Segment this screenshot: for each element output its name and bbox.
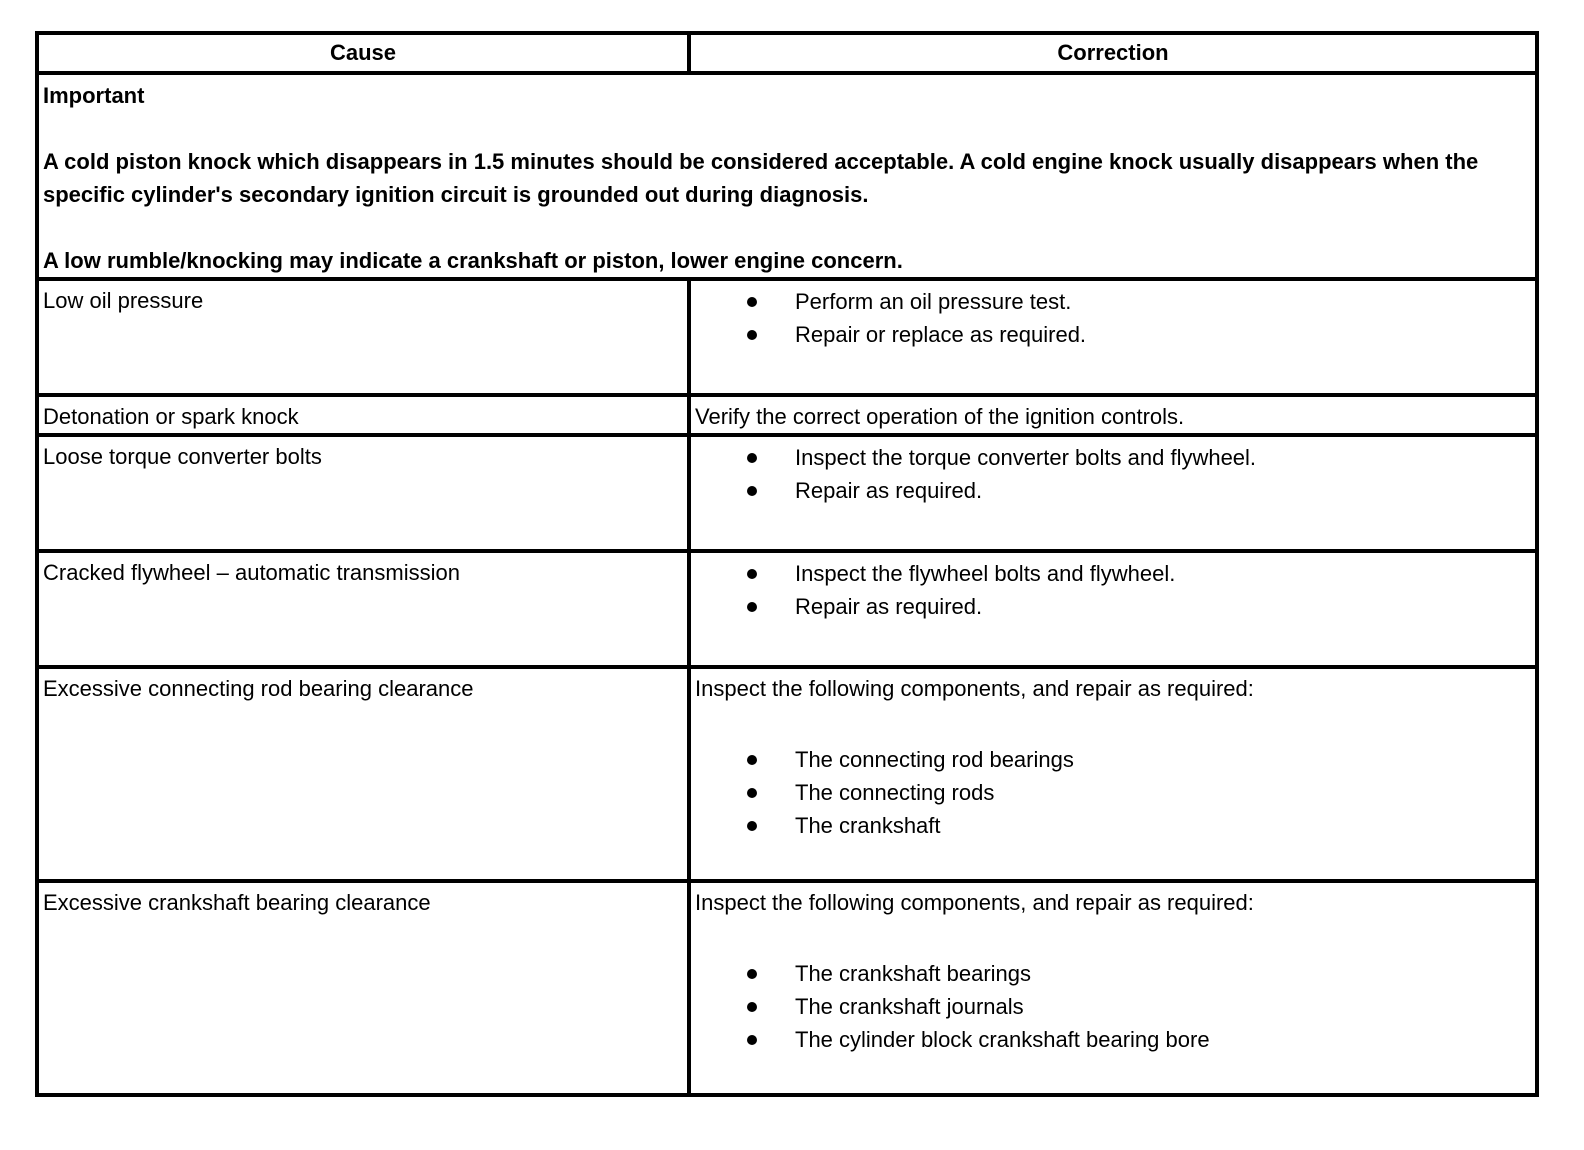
- list-item: The crankshaft bearings: [691, 957, 1535, 990]
- bullet-icon: [747, 788, 757, 798]
- cause-cell: [37, 551, 689, 667]
- bullet-icon: [747, 453, 757, 463]
- diagnosis-table: [35, 31, 1539, 1097]
- cause-cell: [37, 279, 689, 395]
- bullet-icon: [747, 486, 757, 496]
- table-row: [37, 279, 1537, 395]
- list-item: Repair or replace as required.: [691, 318, 1535, 351]
- list-item: Repair as required.: [691, 590, 1535, 623]
- cause-text: Excessive crankshaft bearing clearance: [43, 890, 431, 915]
- correction-column-header: Correction: [689, 33, 1537, 73]
- bullet-icon: [747, 755, 757, 765]
- correction-text: Verify the correct operation of the ignition controls.: [695, 404, 1185, 429]
- correction-cell: [689, 667, 1537, 881]
- bullet-icon: [747, 297, 757, 307]
- list-item: Repair as required.: [691, 474, 1535, 507]
- important-paragraph-1: A cold piston knock which disappears in 1.5 minutes should be considered acceptable. A cold engine knock usually disappears when the specific cylinder's secondary ignition circuit is grounded out during diagnosis.: [43, 149, 1479, 207]
- cause-text: Loose torque converter bolts: [43, 444, 322, 469]
- list-item: Inspect the torque converter bolts and flywheel.: [691, 441, 1535, 474]
- list-item: Inspect the flywheel bolts and flywheel.: [691, 557, 1535, 590]
- correction-bullet-list: [691, 437, 1535, 507]
- cause-cell: [37, 881, 689, 1095]
- table-row: [37, 881, 1537, 1095]
- correction-intro: Inspect the following components, and repair as required:: [695, 890, 1254, 915]
- table-row: [37, 395, 1537, 435]
- list-item: The connecting rods: [691, 776, 1535, 809]
- correction-cell: [689, 435, 1537, 551]
- correction-bullet-list: [691, 957, 1535, 1056]
- bullet-icon: [747, 330, 757, 340]
- bullet-icon: [747, 1035, 757, 1045]
- correction-cell: [689, 551, 1537, 667]
- cause-cell: [37, 435, 689, 551]
- correction-cell: [689, 395, 1537, 435]
- table-row: [37, 667, 1537, 881]
- bullet-icon: [747, 969, 757, 979]
- correction-intro: Inspect the following components, and repair as required:: [695, 676, 1254, 701]
- correction-bullet-list: [691, 743, 1535, 842]
- table-row: [37, 435, 1537, 551]
- cause-text: Cracked flywheel – automatic transmission: [43, 560, 460, 585]
- bullet-icon: [747, 1002, 757, 1012]
- bullet-icon: [747, 602, 757, 612]
- correction-cell: [689, 279, 1537, 395]
- important-title: Important: [43, 83, 145, 108]
- cause-text: Excessive connecting rod bearing clearance: [43, 676, 474, 701]
- list-item: The crankshaft: [691, 809, 1535, 842]
- list-item: The cylinder block crankshaft bearing bore: [691, 1023, 1535, 1056]
- important-paragraph-2: A low rumble/knocking may indicate a crankshaft or piston, lower engine concern.: [43, 248, 903, 273]
- correction-cell: [689, 881, 1537, 1095]
- cause-column-header: Cause: [37, 33, 689, 73]
- header-row: [37, 33, 1537, 73]
- correction-bullet-list: [691, 281, 1535, 351]
- cause-cell: [37, 395, 689, 435]
- cause-cell: [37, 667, 689, 881]
- list-item: The crankshaft journals: [691, 990, 1535, 1023]
- correction-bullet-list: [691, 553, 1535, 623]
- bullet-icon: [747, 569, 757, 579]
- cause-text: Detonation or spark knock: [43, 404, 299, 429]
- list-item: The connecting rod bearings: [691, 743, 1535, 776]
- important-note-row: [37, 73, 1537, 279]
- table-row: [37, 551, 1537, 667]
- list-item: Perform an oil pressure test.: [691, 285, 1535, 318]
- important-note: [37, 73, 1537, 279]
- bullet-icon: [747, 821, 757, 831]
- cause-text: Low oil pressure: [43, 288, 204, 313]
